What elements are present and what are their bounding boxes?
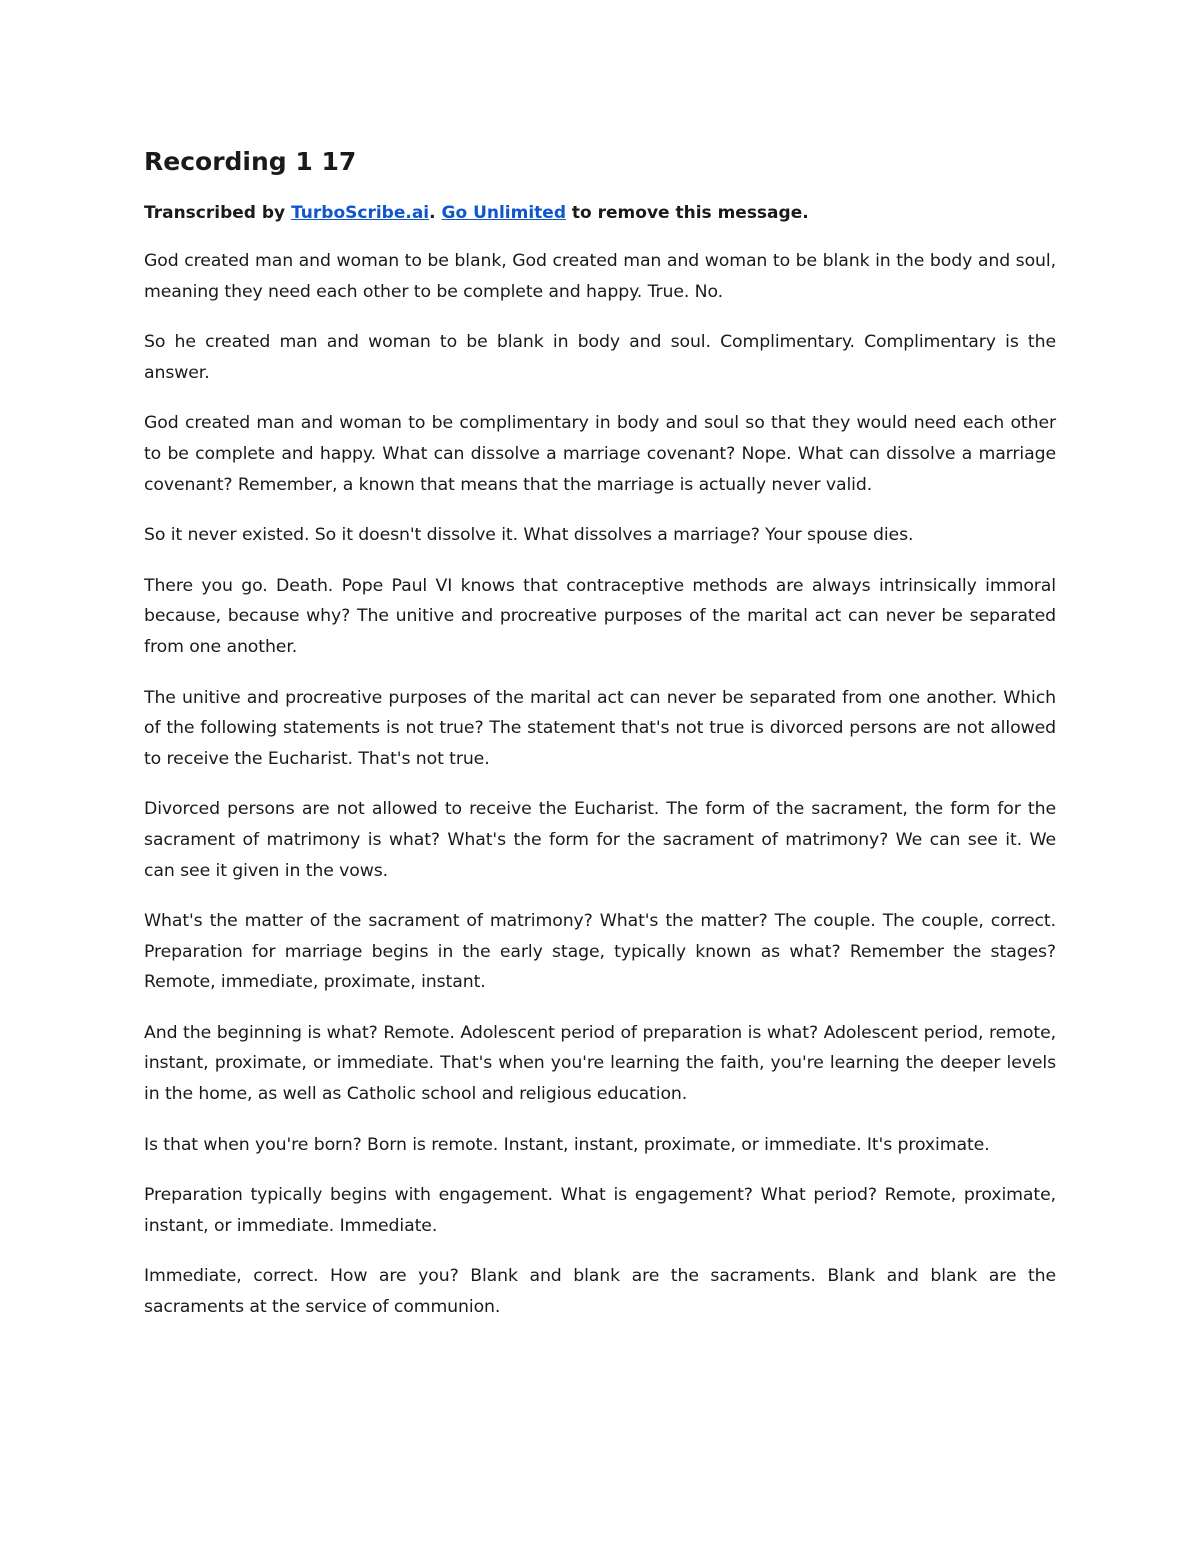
- turboscribe-link[interactable]: TurboScribe.ai: [291, 203, 430, 223]
- paragraph-1: God created man and woman to be blank, God created man and woman to be blank in the body and soul, meaning they need each other to be complete and happy. True. No.: [144, 251, 1056, 302]
- paragraph-12: Immediate, correct. How are you? Blank and blank are the sacraments. Blank and blank are the sacraments at the service of communion.: [144, 1266, 1056, 1318]
- paragraph-9: And the beginning is what? Remote. Adolescent period of preparation is what? Adolescent period, remote, instant, proximate, or immediate. That's when you're learning the faith, you're learning the deeper levels in the home, as well as Catholic school and religious education.: [144, 1022, 1056, 1105]
- notice-prefix: Transcribed by: [144, 203, 292, 223]
- paragraph-7: Divorced persons are not allowed to receive the Eucharist. The form of the sacrament, the form for the sacrament of matrimony is what? What's the form for the sacrament of matrimony? We can see it. We can see it given in the vows.: [144, 799, 1056, 881]
- notice-suffix: to remove this message.: [566, 203, 809, 223]
- paragraph-8: What's the matter of the sacrament of matrimony? What's the matter? The couple. The couple, correct. Preparation for marriage begins in the early stage, typically known as what? Remember the stages? Remote, immediate, proximate, instant.: [144, 911, 1056, 993]
- go-unlimited-link[interactable]: Go Unlimited: [441, 203, 566, 223]
- paragraph-2: So he created man and woman to be blank in body and soul. Complimentary. Complimentary is the answer.: [144, 332, 1056, 383]
- document-title: Recording 1 17: [144, 147, 357, 176]
- paragraph-5: There you go. Death. Pope Paul VI knows that contraceptive methods are always intrinsically immoral because, because why? The unitive and procreative purposes of the marital act can never be separated from one another.: [144, 575, 1056, 657]
- notice-separator: .: [429, 203, 442, 223]
- paragraph-10: Is that when you're born? Born is remote. Instant, instant, proximate, or immediate. It's proximate.: [144, 1134, 990, 1155]
- paragraph-3: God created man and woman to be complimentary in body and soul so that they would need each other to be complete and happy. What can dissolve a marriage covenant? Nope. What can dissolve a marriage covenant? Remember, a known that means that the marriage is actually never valid.: [144, 413, 1056, 495]
- paragraph-6: The unitive and procreative purposes of the marital act can never be separated from one another. Which of the following statements is not true? The statement that's not true is divorced persons are not allowed to receive the Eucharist. That's not true.: [144, 687, 1056, 769]
- transcription-notice: [144, 198, 1056, 228]
- paragraph-11: Preparation typically begins with engagement. What is engagement? What period? Remote, proximate, instant, or immediate. Immediate.: [144, 1185, 1056, 1236]
- document-page: [144, 140, 1056, 1343]
- paragraph-4: So it never existed. So it doesn't dissolve it. What dissolves a marriage? Your spouse dies.: [144, 525, 914, 546]
